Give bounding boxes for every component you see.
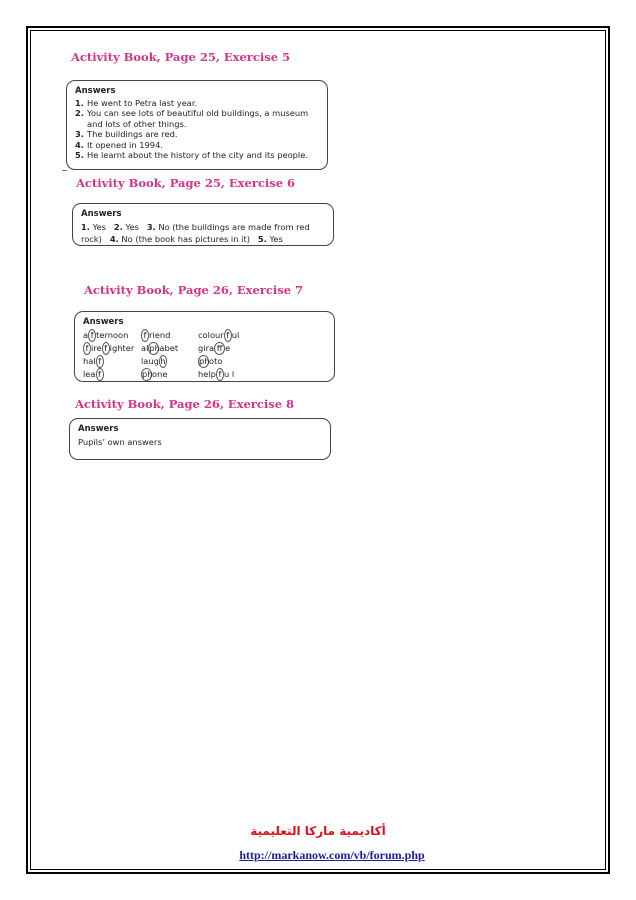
answers-title: Answers [81, 209, 122, 219]
letter-circle: f [102, 342, 110, 355]
exercise-8-heading: Activity Book, Page 26, Exercise 8 [75, 397, 295, 411]
footer-link[interactable]: http://markanow.com/vb/forum.php [239, 848, 425, 862]
word-grid [83, 329, 326, 381]
footer-academy-name: أكاديمية ماركا التعليمية [250, 824, 386, 838]
letter-circle: ph [142, 369, 153, 379]
word-item: gira ff e [198, 343, 231, 353]
exercise-5-answers-box [66, 80, 328, 170]
answer-item: 1. He went to Petra last year. [75, 98, 198, 108]
word-item: help f u l [198, 369, 235, 379]
word-item: alphabet [141, 343, 179, 353]
answer-item-continuation: and lots of other things. [87, 118, 187, 129]
letter-circle: f [216, 368, 224, 381]
word-item: laugh [141, 356, 166, 366]
letter-circle: f [83, 342, 91, 355]
letter-circle: ph [149, 343, 160, 353]
answer-item: 2. You can see lots of beautiful old buildings, a museum [75, 108, 309, 119]
word-item: f ire f ighter [83, 342, 141, 355]
exercise-6-answers-box [72, 203, 334, 246]
answers-title: Answers [75, 86, 116, 96]
answer-line-1: 1. Yes 2. Yes 3. No (the buildings are made from red [81, 222, 310, 232]
exercise-7-answers-box [74, 311, 335, 382]
answer-item: 4. It opened in 1994. [75, 139, 164, 150]
answers-title: Answers [83, 317, 124, 327]
answer-line-2: rock) 4. No (the book has pictures in it) 5. Yes [81, 234, 283, 244]
exercise-7-heading: Activity Book, Page 26, Exercise 7 [84, 283, 304, 297]
word-item: a f ternoon [83, 330, 129, 340]
letter-circle: ff [214, 342, 225, 355]
letter-circle: h [160, 356, 166, 366]
letter-circle: f [96, 355, 104, 368]
exercise-6-heading: Activity Book, Page 25, Exercise 6 [76, 176, 296, 190]
word-item: f riend [141, 329, 198, 342]
answer-item: 5. He learnt about the history of the city and its people. [75, 150, 308, 161]
word-item: lea f [83, 368, 141, 381]
letter-circle: f [224, 329, 232, 342]
word-item: phone [142, 369, 168, 379]
letter-circle: f [96, 368, 104, 381]
word-item: photo [199, 356, 223, 366]
letter-circle: f [88, 329, 96, 342]
letter-circle: ph [199, 356, 210, 366]
word-item: colour f ul [198, 330, 240, 340]
exercise-5-heading: Activity Book, Page 25, Exercise 5 [71, 50, 291, 64]
answer-item: 3. The buildings are red. [75, 129, 178, 140]
answer-text: Pupils’ own answers [78, 437, 162, 447]
word-item: hal f [83, 355, 141, 368]
letter-circle: f [141, 329, 149, 342]
answers-title: Answers [78, 424, 119, 434]
divider-tick [62, 170, 67, 171]
exercise-8-answers-box [69, 418, 331, 460]
